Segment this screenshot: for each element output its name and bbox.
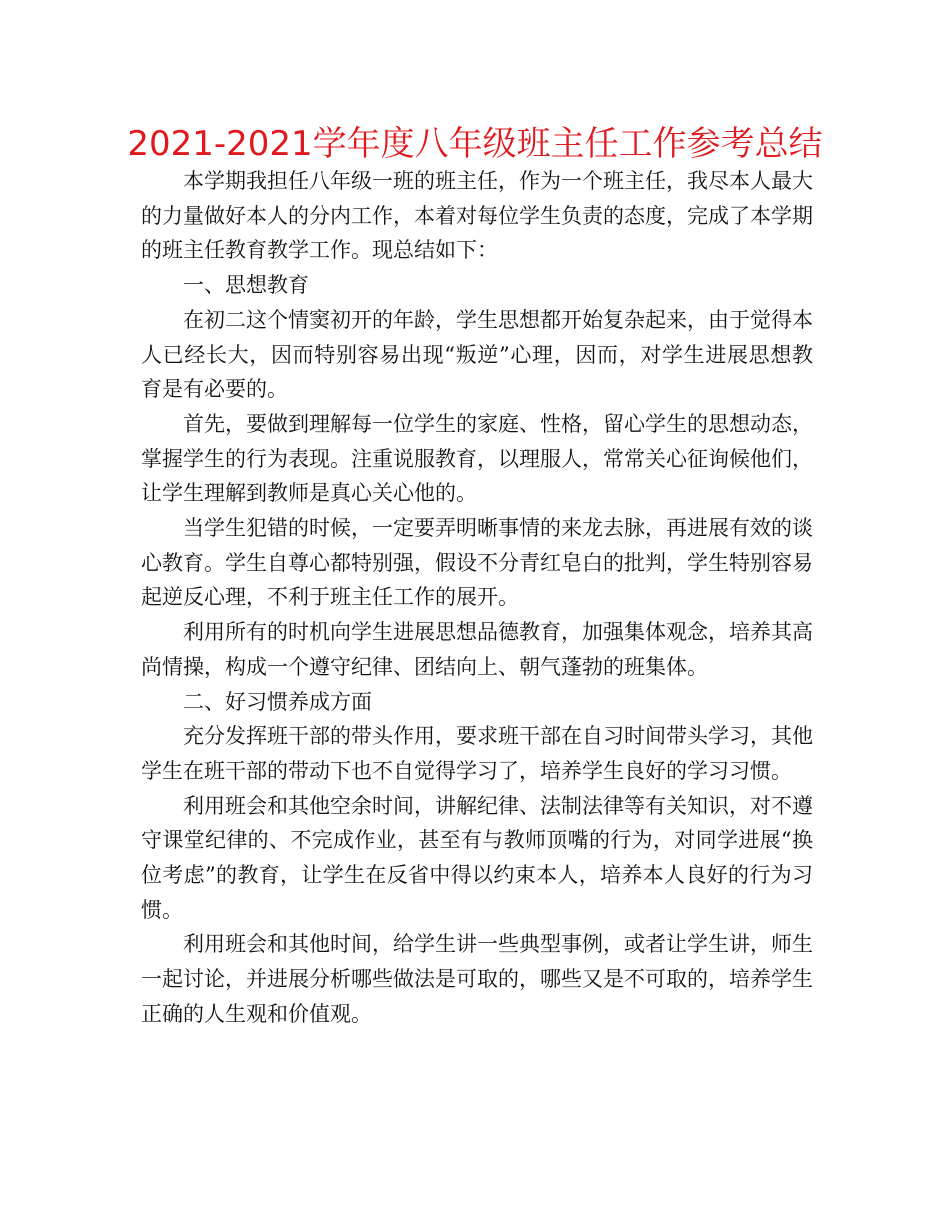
paragraph: 利用班会和其他空余时间，讲解纪律、法制法律等有关知识，对不遵守课堂纪律的、不完成作业，甚至有与教师顶嘴的行为，对同学进展“换位考虑”的教育，让学生在反省中得以约束本人，培养本人良好的行为习惯。 — [141, 793, 813, 922]
paragraph-intro: 本学期我担任八年级一班的班主任，作为一个班主任，我尽本人最大的力量做好本人的分内工作，本着对每位学生负责的态度，完成了本学期的班主任教育教学工作。现总结如下： — [141, 169, 813, 263]
section-heading-ideology: 一、思想教育 — [183, 273, 309, 298]
document-title: 2021-2021学年度八年级班主任工作参考总结 — [127, 124, 823, 164]
paragraph: 利用所有的时机向学生进展思想品德教育，加强集体观念，培养其高尚情操，构成一个遵守纪律、团结向上、朝气蓬勃的班集体。 — [141, 620, 813, 679]
document-body — [141, 164, 813, 1032]
paragraph: 充分发挥班干部的带头作用，要求班干部在自习时间带头学习，其他学生在班干部的带动下也不自觉得学习了，培养学生良好的学习习惯。 — [141, 724, 813, 783]
paragraph: 首先，要做到理解每一位学生的家庭、性格，留心学生的思想动态，掌握学生的行为表现。注重说服教育，以理服人，常常关心征询候他们，让学生理解到教师是真心关心他的。 — [141, 411, 813, 506]
paragraph: 当学生犯错的时候，一定要弄明晰事情的来龙去脉，再进展有效的谈心教育。学生自尊心都特别强，假设不分青红皂白的批判，学生特别容易起逆反心理，不利于班主任工作的展开。 — [141, 516, 813, 610]
section-heading-habits: 二、好习惯养成方面 — [183, 689, 372, 714]
paragraph: 在初二这个情窦初开的年龄，学生思想都开始复杂起来，由于觉得本人已经长大，因而特别容易出现“叛逆”心理，因而，对学生进展思想教育是有必要的。 — [141, 307, 813, 402]
paragraph: 利用班会和其他时间，给学生讲一些典型事例，或者让学生讲，师生一起讨论，并进展分析哪些做法是可取的，哪些又是不可取的，培养学生正确的人生观和价值观。 — [141, 932, 813, 1026]
